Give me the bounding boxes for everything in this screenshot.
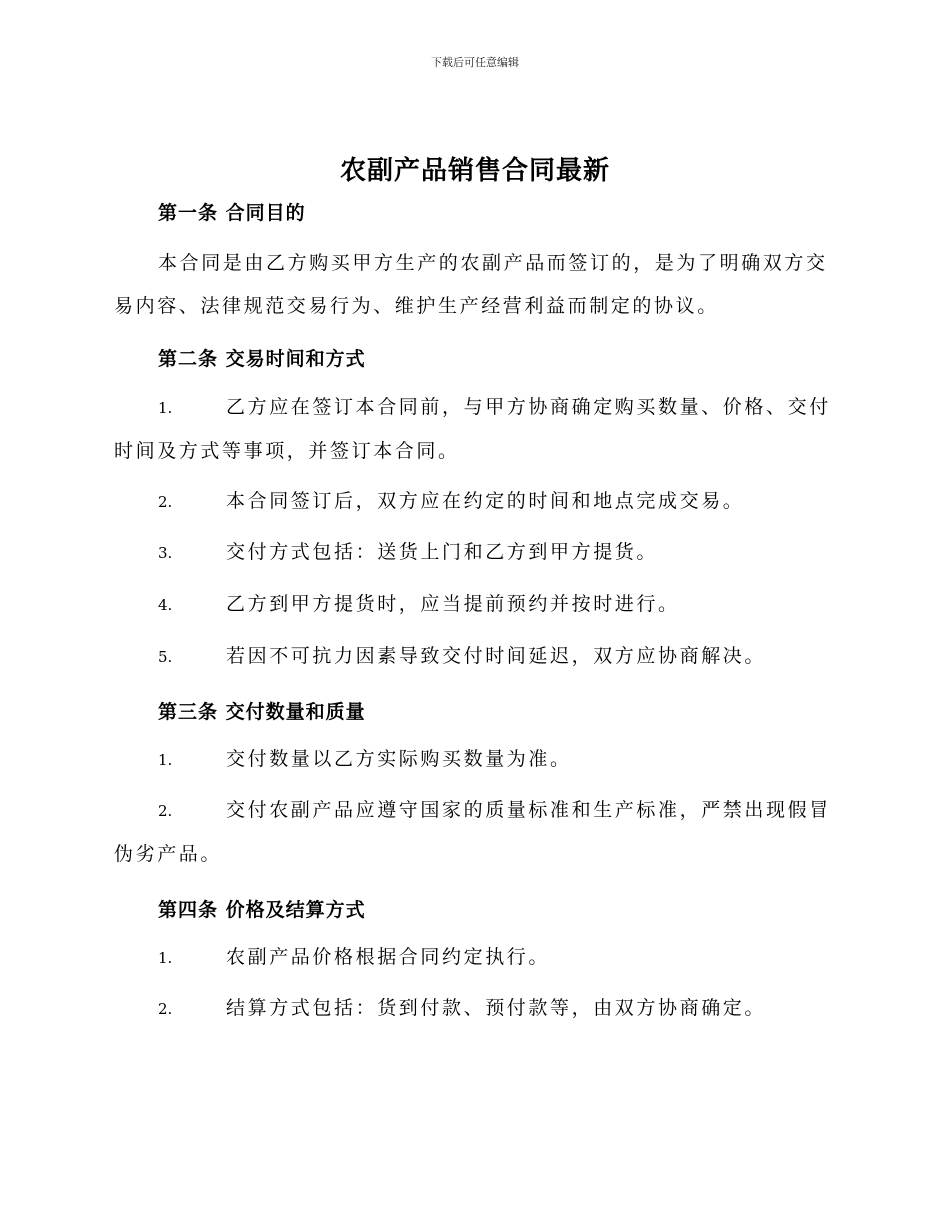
- section-heading: 第四条 价格及结算方式: [158, 899, 366, 921]
- list-item: [114, 789, 834, 876]
- item-text: 结算方式包括：货到付款、预付款等，由双方协商确定。: [226, 997, 767, 1019]
- item-number: 2.: [158, 1000, 173, 1018]
- item-number: 1.: [158, 399, 173, 417]
- item-text: 交付方式包括：送货上门和乙方到甲方提货。: [226, 541, 659, 563]
- item-text: 乙方应在签订本合同前，与甲方协商确定购买数量、价格、交付时间及方式等事项，并签订本合同。: [114, 396, 831, 462]
- item-text: 若因不可抗力因素导致交付时间延迟，双方应协商解决。: [226, 645, 767, 667]
- item-text: 农副产品价格根据合同约定执行。: [226, 946, 551, 968]
- list-item: [114, 936, 834, 980]
- list-item: [114, 480, 834, 524]
- item-number: 1.: [158, 751, 173, 769]
- item-number: 1.: [158, 949, 173, 967]
- list-item: [114, 987, 834, 1031]
- section-heading: 第二条 交易时间和方式: [158, 348, 366, 370]
- item-text: 交付农副产品应遵守国家的质量标准和生产标准，严禁出现假冒伪劣产品。: [114, 799, 831, 865]
- paragraph-text: 本合同是由乙方购买甲方生产的农副产品而签订的，是为了明确双方交易内容、法律规范交易行为、维护生产经营利益而制定的协议。: [114, 252, 828, 317]
- item-number: 2.: [158, 493, 173, 511]
- item-number: 3.: [158, 544, 173, 562]
- list-item: [114, 583, 834, 627]
- item-number: 2.: [158, 802, 173, 820]
- item-text: 本合同签订后，双方应在约定的时间和地点完成交易。: [226, 490, 745, 512]
- item-number: 5.: [158, 648, 173, 666]
- item-text: 乙方到甲方提货时，应当提前预约并按时进行。: [226, 593, 680, 615]
- header-note: 下载后可任意编辑: [431, 56, 519, 69]
- list-item: [114, 386, 834, 473]
- section-heading: 第一条 合同目的: [158, 202, 306, 224]
- list-item: [114, 635, 834, 679]
- document-title: 农副产品销售合同最新: [339, 156, 610, 186]
- item-text: 交付数量以乙方实际购买数量为准。: [226, 748, 572, 770]
- list-item: [114, 531, 834, 575]
- list-item: [114, 738, 834, 782]
- section-heading: 第三条 交付数量和质量: [158, 701, 366, 723]
- item-number: 4.: [158, 596, 173, 614]
- section-paragraph: [114, 242, 834, 328]
